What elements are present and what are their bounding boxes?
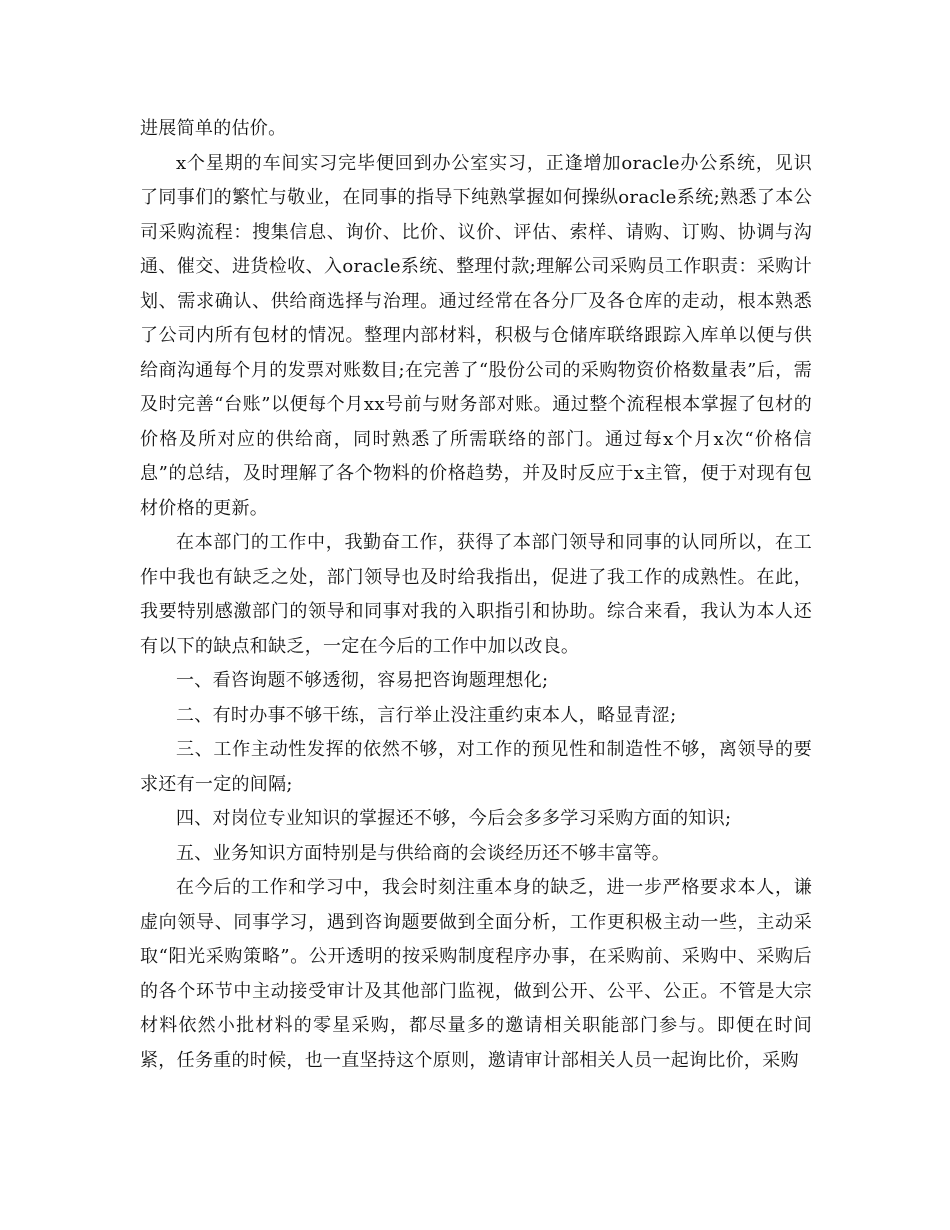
list-item-shortcoming-2: 二、有时办事不够干练，言行举止没注重约束本人，略显青涩; [176,704,677,726]
document-body [140,112,812,1078]
paragraph-department-work: 在本部门的工作中，我勤奋工作，获得了本部门领导和同事的认同所以，在工作中我也有缺乏之处，部门领导也及时给我指出，促进了我工作的成熟性。在此，我要特别感激部门的领导和同事对我的入职指引和协助。综合来看，我认为本人还有以下的缺点和缺乏，一定在今后的工作中加以改良。 [140,532,812,657]
paragraph-future-plan: 在今后的工作和学习中，我会时刻注重本身的缺乏，进一步严格要求本人，谦虚向领导、同事学习，遇到咨询题要做到全面分析，工作更积极主动一些，主动采取“阳光采购策略”。公开透明的按采购制度程序办事，在采购前、采购中、采购后的各个环节中主动接受审计及其他部门监视，做到公开、公平、公正。不管是大宗材料依然小批材料的零星采购，都尽量多的邀请相关职能部门参与。即便在时间紧，任务重的时候，也一直坚持这个原则，邀请审计部相关人员一起询比价，采购 [140,877,812,1071]
list-item-shortcoming-5: 五、业务知识方面特别是与供给商的会谈经历还不够丰富等。 [176,842,671,864]
paragraph-internship-oracle: x个星期的车间实习完毕便回到办公室实习，正逢增加oracle办公系统，见识了同事们的繁忙与敬业，在同事的指导下纯熟掌握如何操纵oracle系统;熟悉了本公司采购流程：搜集信息、询价、比价、议价、评估、索样、请购、订购、协调与沟通、催交、进货检收、入oracle系统、整理付款;理解公司采购员工作职责：采购计划、需求确认、供给商选择与治理。通过经常在各分厂及各仓库的走动，根本熟悉了公司内所有包材的情况。整理内部材料，积极与仓储库联络跟踪入库单以便与供给商沟通每个月的发票对账数目;在完善了“股份公司的采购物资价格数量表”后，需及时完善“台账”以便每个月xx号前与财务部对账。通过整个流程根本掌握了包材的价格及所对应的供给商，同时熟悉了所需联络的部门。通过每x个月x次“价格信息”的总结，及时理解了各个物料的价格趋势，并及时反应于x主管，便于对现有包材价格的更新。 [140,152,812,519]
list-item-shortcoming-1: 一、看咨询题不够透彻，容易把咨询题理想化; [176,670,549,691]
list-item-shortcoming-3: 三、工作主动性发挥的依然不够，对工作的预见性和制造性不够，离领导的要求还有一定的间隔; [140,739,812,795]
paragraph-continuation: 进展简单的估价。 [140,118,287,139]
list-item-shortcoming-4: 四、对岗位专业知识的掌握还不够，今后会多多学习采购方面的知识; [176,808,732,829]
